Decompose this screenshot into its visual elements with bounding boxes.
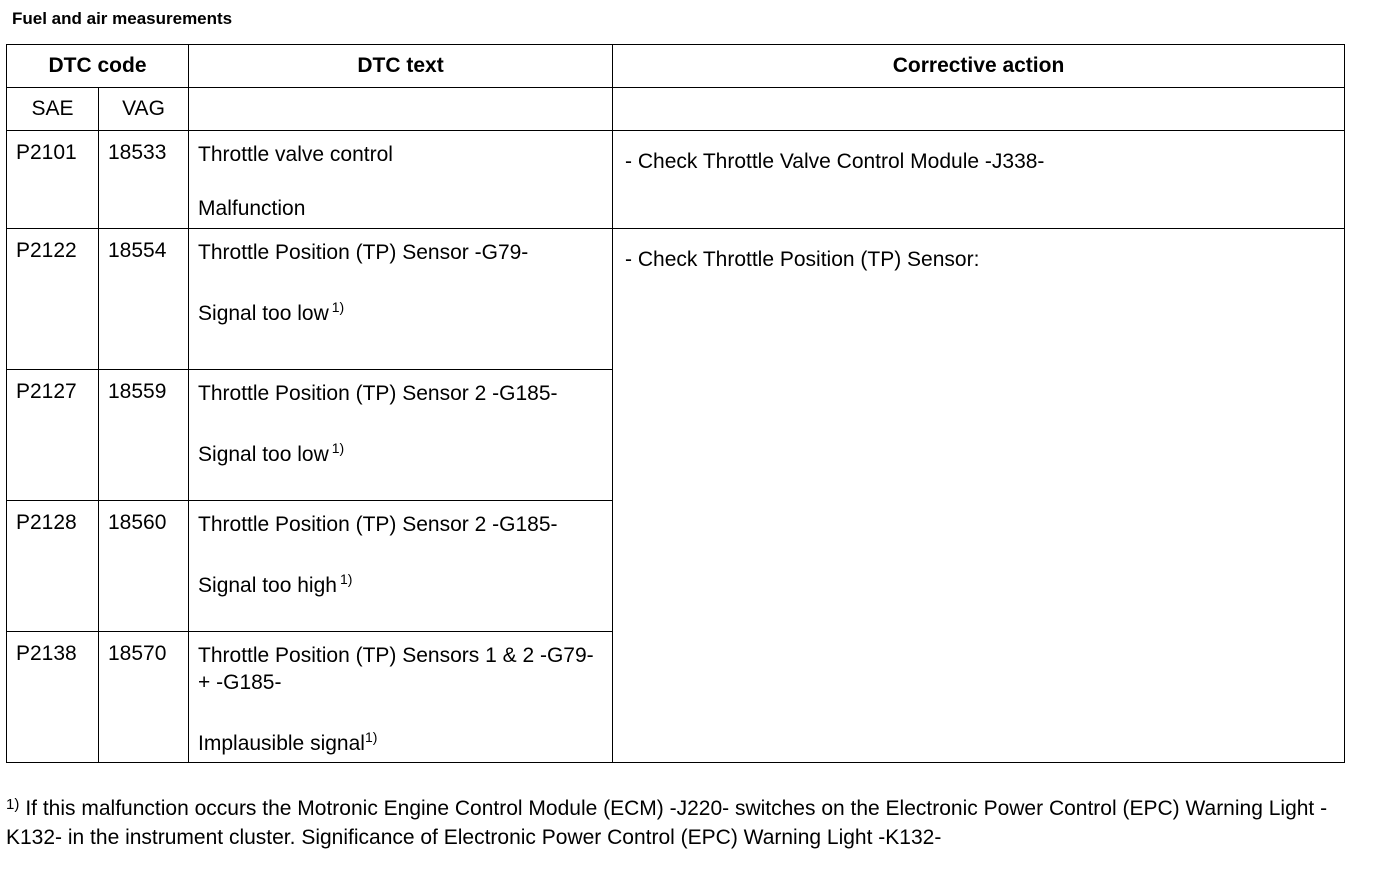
vag-code: 18570 [99, 632, 189, 763]
dtc-text-line2-wrap [198, 572, 612, 599]
vag-code: 18554 [99, 229, 189, 370]
footnote-ref: 1) [339, 571, 353, 587]
sae-code: P2138 [7, 632, 99, 763]
dtc-text-line1: Throttle valve control [198, 143, 393, 166]
subheader-empty-action [613, 88, 1345, 131]
header-corrective-action: Corrective action [613, 45, 1345, 88]
dtc-text-line2-wrap [198, 441, 612, 468]
dtc-text-cell [189, 501, 613, 632]
dtc-text-line1: Throttle Position (TP) Sensor 2 -G185- [198, 382, 558, 405]
dtc-table [6, 44, 1345, 763]
footnote-text: If this malfunction occurs the Motronic Engine Control Module (ECM) -J220- switches on the Electronic Power Control (EPC) Warning Light -K132- in the instrument cluster. Significance of Electronic Power Control (EPC) Warning Light -K132- [6, 797, 1328, 849]
corrective-action-cell: - Check Throttle Position (TP) Sensor: [613, 229, 1345, 763]
dtc-text-line2: Signal too low [198, 302, 329, 325]
page-title: Fuel and air measurements [12, 9, 233, 28]
vag-code: 18559 [99, 370, 189, 501]
dtc-text-line2: Implausible signal [198, 732, 365, 755]
dtc-text-line2-wrap [198, 300, 612, 327]
dtc-text-line2-wrap [198, 730, 612, 757]
header-dtc-code: DTC code [7, 45, 189, 88]
table-row [7, 131, 1345, 229]
dtc-text-line2: Signal too low [198, 443, 329, 466]
sae-code: P2127 [7, 370, 99, 501]
dtc-text-line1: Throttle Position (TP) Sensor 2 -G185- [198, 513, 558, 536]
footnote-marker: 1) [6, 796, 20, 813]
corrective-action-cell: - Check Throttle Valve Control Module -J338- [613, 131, 1345, 229]
subheader-row [7, 88, 1345, 131]
dtc-text-cell [189, 131, 613, 229]
header-vag: VAG [99, 88, 189, 131]
dtc-text-cell [189, 229, 613, 370]
dtc-text-line1: Throttle Position (TP) Sensor -G79- [198, 241, 529, 264]
footnote-ref: 1) [331, 299, 345, 315]
dtc-text-cell [189, 370, 613, 501]
footnote-ref: 1) [364, 729, 378, 745]
sae-code: P2128 [7, 501, 99, 632]
header-sae: SAE [7, 88, 99, 131]
vag-code: 18560 [99, 501, 189, 632]
dtc-text-line2: Malfunction [198, 197, 306, 220]
footnote-ref: 1) [331, 440, 345, 456]
dtc-text-cell [189, 632, 613, 763]
dtc-text-line2: Signal too high [198, 574, 337, 597]
vag-code: 18533 [99, 131, 189, 229]
header-dtc-text: DTC text [189, 45, 613, 88]
dtc-text-line1: Throttle Position (TP) Sensors 1 & 2 -G79- + -G185- [198, 644, 594, 694]
table-row [7, 229, 1345, 370]
header-row [7, 45, 1345, 88]
sae-code: P2122 [7, 229, 99, 370]
subheader-empty-text [189, 88, 613, 131]
footnote [6, 794, 1346, 852]
sae-code: P2101 [7, 131, 99, 229]
